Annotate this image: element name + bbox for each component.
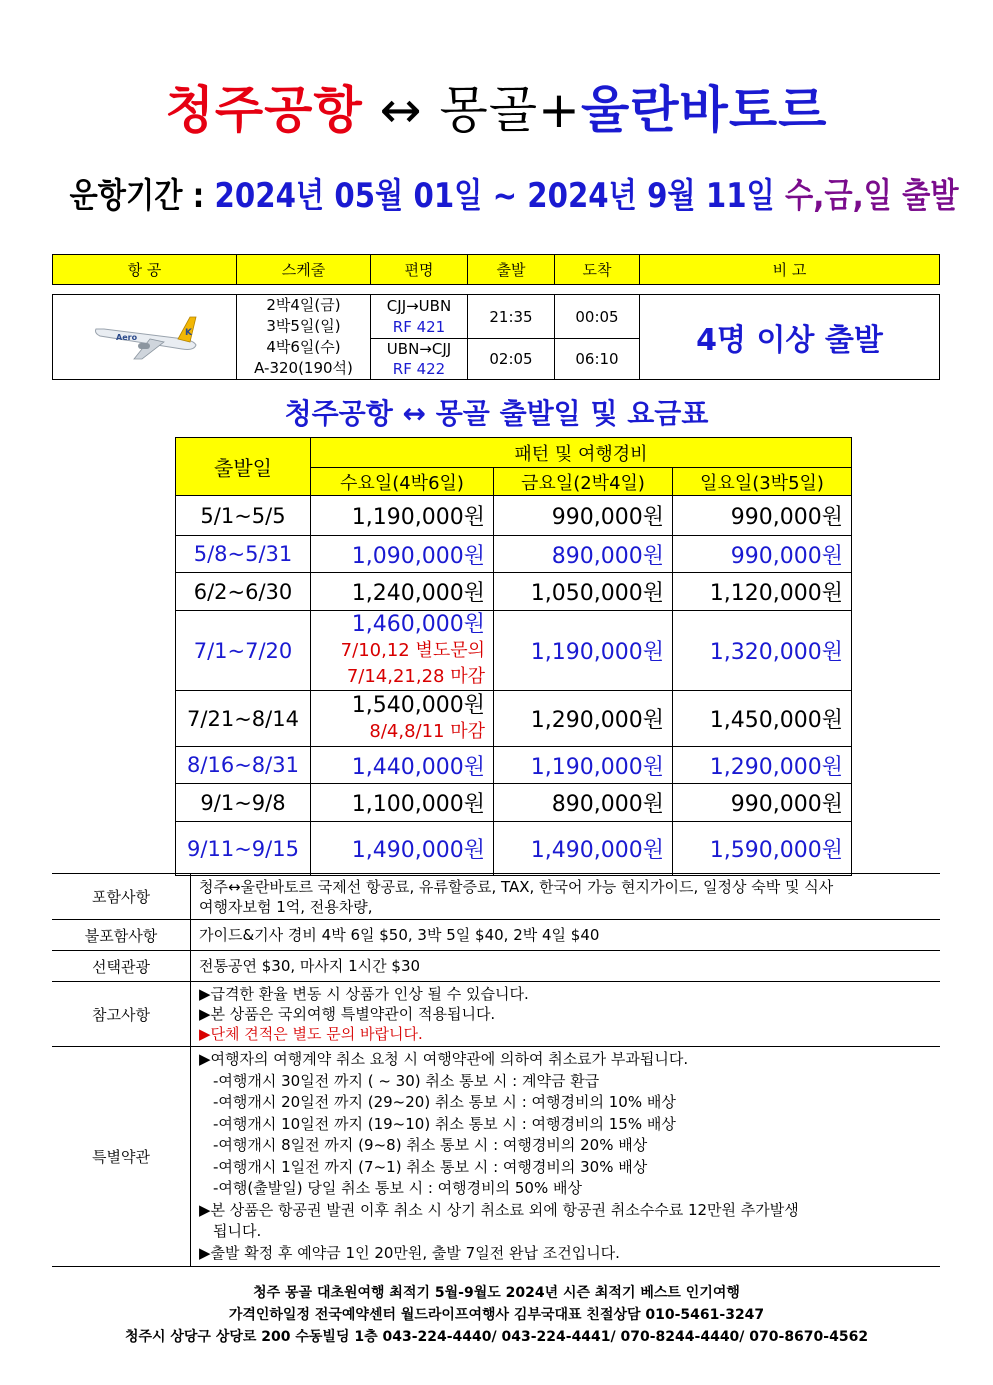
price-wed: 1,490,000원 [311,822,494,876]
flight-return [371,339,468,380]
table-row [176,496,852,536]
table-row [176,536,852,573]
row-date: 5/1~5/5 [176,496,311,536]
departure-time: 02:05 [468,339,555,380]
info-row-included [52,874,940,920]
price-fri: 1,190,000원 [494,747,673,784]
footer [0,1282,993,1348]
col-header-fri: 금요일(2박4일) [494,468,673,496]
included-line: 여행자보험 1억, 전용차량, [199,897,373,916]
price-note: 7/10,12 별도문의 [340,639,485,661]
title-city: 울란바토르 [580,81,828,139]
title-origin: 청주공항 [165,81,363,139]
plane-tail-letter: K [184,328,192,338]
min-departure-note: 4명 이상 출발 [640,295,940,380]
footer-line: 가격인하일정 전국예약센터 월드라이프여행사 김부국대표 친절상담 010-5461-3247 [228,1307,765,1323]
pattern-header: 패턴 및 여행경비 [311,438,852,468]
schedule-line: 4박6일(수) [266,338,341,356]
special-line: -여행개시 20일전 까지 (29~20) 취소 통보 시 : 여행경비의 10% 배상 [213,1093,676,1111]
price-sun: 990,000원 [673,496,852,536]
row-date: 8/16~8/31 [176,747,311,784]
price-fri: 1,290,000원 [494,691,673,747]
col-header-sun: 일요일(3박5일) [673,468,852,496]
table-row [176,691,852,747]
special-line: -여행개시 30일전 까지 ( ~ 30) 취소 통보 시 : 계약금 환급 [213,1071,600,1090]
special-line: ▶본 상품은 항공권 발권 이후 취소 시 상기 취소료 외에 항공권 취소수수료 12만원 추가발생 [199,1200,799,1219]
optional-label: 선택관광 [52,951,191,982]
note-line: ▶급격한 환율 변동 시 상품가 인상 될 수 있습니다. [199,985,529,1003]
row-date: 9/1~9/8 [176,784,311,822]
notes-label: 참고사항 [52,982,191,1047]
info-row-excluded [52,920,940,951]
table-row [176,573,852,611]
flight-table [52,254,940,380]
price-note: 7/14,21,28 마감 [346,665,485,687]
special-line: -여행개시 8일전 까지 (9~8) 취소 통보 시 : 여행경비의 20% 배상 [213,1136,648,1154]
main-title [0,70,993,142]
table-row [176,747,852,784]
price-table-title: 청주공항 ↔ 몽골 출발일 및 요금표 [284,397,709,430]
footer-line: 청주시 상당구 상당로 200 수동빌딩 1층 043-224-4440/ 043-224-4441/ 070-8244-4440/ 070-8670-4562 [124,1329,869,1345]
excluded-label: 불포함사항 [52,920,191,951]
header-arrival: 도착 [555,255,640,285]
arrival-time: 00:05 [555,295,640,339]
price-wed: 1,190,000원 [311,496,494,536]
footer-line: 청주 몽골 대초원여행 최적기 5월-9월도 2024년 시즌 최적기 베스트 인기여행 [253,1285,740,1301]
price-fri: 1,050,000원 [494,573,673,611]
special-line: ▶출발 확정 후 예약금 1인 20만원, 출발 7일전 완납 조건입니다. [199,1243,620,1262]
schedule-cell [237,295,371,380]
price-sun: 1,590,000원 [673,822,852,876]
special-line: ▶여행자의 여행계약 취소 요청 시 여행약관에 의하여 취소료가 부과됩니다. [199,1050,689,1068]
price-note: 8/4,8/11 마감 [369,720,485,742]
row-date: 9/11~9/15 [176,822,311,876]
period-label: 운항기간 : [69,176,215,216]
info-row-special [52,1047,940,1267]
table-row [176,822,852,876]
price-sun: 1,320,000원 [673,611,852,691]
optional-value: 전통공연 $30, 마사지 1시간 $30 [191,951,941,982]
schedule-line: 3박5일(일) [266,317,341,335]
included-line: 청주↔울란바토르 국제선 항공료, 유류할증료, TAX, 한국어 가능 현지가이드, 일정상 숙박 및 식사 [199,877,834,896]
included-label: 포함사항 [52,874,191,920]
airplane-image [53,295,237,380]
plane-livery-text: Aero [115,333,137,342]
route: UBN→CJJ [386,340,452,358]
price-fri: 890,000원 [494,784,673,822]
header-flight-no: 편명 [371,255,468,285]
price-sun: 1,120,000원 [673,573,852,611]
operation-period [69,168,959,217]
period-dates: 2024년 05월 01일 ~ 2024년 9월 11일 [214,176,785,216]
info-row-notes [52,982,940,1047]
price-sun: 990,000원 [673,784,852,822]
special-line: -여행(출발일) 당일 취소 통보 시 : 여행경비의 50% 배상 [213,1179,582,1197]
flight-code: RF 421 [392,317,446,336]
price-wed: 1,460,000원 [351,611,485,637]
title-arrow: ↔ [362,81,440,139]
info-row-optional [52,951,940,982]
price-wed: 1,100,000원 [311,784,494,822]
price-wed: 1,240,000원 [311,573,494,611]
price-sun: 990,000원 [673,536,852,573]
period-days: 수,금,일 출발 [784,176,959,216]
flight-outbound [371,295,468,339]
special-value [191,1047,941,1267]
flight-code: RF 422 [392,360,446,378]
price-sun: 1,450,000원 [673,691,852,747]
row-date: 5/8~5/31 [176,536,311,573]
header-remarks: 비 고 [640,255,940,285]
row-date: 7/21~8/14 [176,691,311,747]
arrival-time: 06:10 [555,339,640,380]
schedule-line: 2박4일(금) [266,296,341,314]
notes-value [191,982,941,1047]
excluded-value: 가이드&기사 경비 4박 6일 $50, 3박 5일 $40, 2박 4일 $40 [191,920,941,951]
price-wed: 1,440,000원 [311,747,494,784]
price-wed: 1,090,000원 [311,536,494,573]
row-date: 6/2~6/30 [176,573,311,611]
airplane-icon [90,309,200,361]
price-fri: 1,190,000원 [494,611,673,691]
price-sun: 1,290,000원 [673,747,852,784]
price-fri: 990,000원 [494,496,673,536]
aircraft-type: A-320(190석) [254,359,353,377]
price-fri: 890,000원 [494,536,673,573]
price-wed-cell [311,691,494,747]
table-row [176,611,852,691]
special-line: -여행개시 1일전 까지 (7~1) 취소 통보 시 : 여행경비의 30% 배상 [213,1157,648,1176]
header-schedule: 스케줄 [237,255,371,285]
price-fri: 1,490,000원 [494,822,673,876]
special-line: 됩니다. [213,1222,262,1240]
row-date: 7/1~7/20 [176,611,311,691]
route: CJJ→UBN [386,296,452,315]
price-wed: 1,540,000원 [351,692,485,718]
included-value [191,874,941,920]
table-row [176,784,852,822]
info-table [52,873,940,1267]
header-departure: 출발 [468,255,555,285]
col-header-wed: 수요일(4박6일) [311,468,494,496]
price-table [175,437,852,876]
special-line: -여행개시 10일전 까지 (19~10) 취소 통보 시 : 여행경비의 15% 배상 [213,1114,676,1133]
departure-time: 21:35 [468,295,555,339]
note-line: ▶본 상품은 국외여행 특별약관이 적용됩니다. [199,1005,496,1023]
special-label: 특별약관 [52,1047,191,1267]
header-airline: 항 공 [53,255,237,285]
departure-date-header: 출발일 [176,438,311,496]
price-wed-cell [311,611,494,691]
note-line-red: ▶단체 견적은 별도 문의 바랍니다. [199,1025,423,1043]
title-country: 몽골+ [439,81,581,139]
